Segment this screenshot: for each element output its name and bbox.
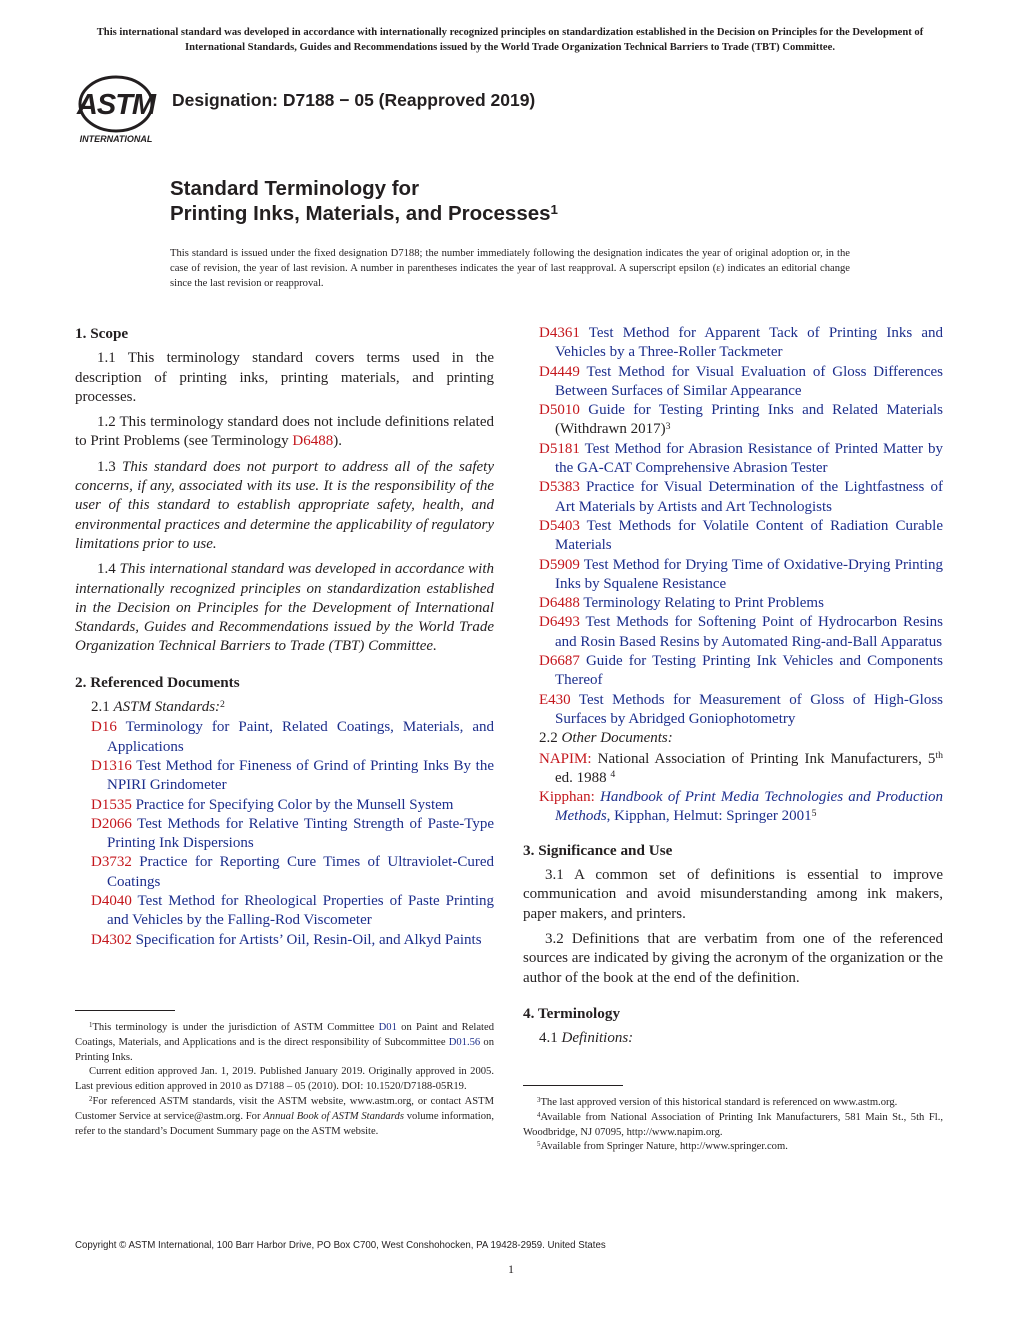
- ref-code-link[interactable]: E430: [539, 691, 571, 708]
- astm-logo-graphic: [70, 74, 162, 146]
- ref-code-link[interactable]: D4361: [539, 325, 580, 341]
- reference-item: [523, 440, 943, 479]
- reference-item: [75, 931, 494, 950]
- ref-title-link[interactable]: Guide for Testing Printing Ink Vehicles and Components Thereof: [555, 653, 943, 689]
- ref-code-link[interactable]: D6493: [539, 614, 580, 631]
- paragraph-1-4: 1.4 This international standard was developed in accordance with internationally recognized principles on standardization established in the Decision on Principles for the Development of International Standards, Guides and Recommendations issued by the World Trade Organization Technical Barriers to Trade (TBT) Committee.: [75, 561, 494, 655]
- section-heading-scope: 1. Scope: [75, 325, 129, 342]
- ref-code-link[interactable]: D1316: [91, 757, 132, 774]
- ref-link-napim[interactable]: NAPIM:: [539, 750, 592, 767]
- issued-note: This standard is issued under the fixed designation D7188; the number immediately following the designation indicates the year of original adoption or, in the case of revision, the year of last revision. A number in parentheses indicates the year of last reapproval. A superscript epsilon (ε) indicates an editorial change since the last revision or reapproval.: [170, 248, 850, 289]
- reference-list-right: [523, 324, 943, 729]
- left-column: [75, 324, 494, 950]
- section-heading-referenced: 2. Referenced Documents: [75, 673, 240, 691]
- reference-item: [75, 757, 494, 796]
- ref-extra: (Withdrawn 2017): [555, 421, 666, 438]
- reference-item: [75, 796, 494, 815]
- paragraph-3-2: 3.2 Definitions that are verbatim from one of the referenced sources are indicated by giving the acronym of the organization or the author of the book at the end of the definition.: [523, 930, 943, 986]
- paragraph-3-1: 3.1 A common set of definitions is essential to improve communication and avoid misunderstanding among ink makers, paper makers, and printers.: [523, 867, 943, 922]
- reference-item: [75, 892, 494, 931]
- ref-title-link[interactable]: Test Method for Fineness of Grind of Printing Inks By the NPIRI Grindometer: [107, 757, 495, 794]
- ref-title-link[interactable]: Terminology for Paint, Related Coatings, Materials, and Applications: [107, 719, 494, 755]
- right-column: [523, 324, 943, 1049]
- ref-link-d6488[interactable]: D6488: [292, 433, 334, 450]
- ref-title-link[interactable]: Practice for Specifying Color by the Munsell System: [135, 796, 454, 813]
- logo-text: ASTM: [76, 89, 156, 121]
- reference-item: [75, 815, 494, 854]
- astm-standards-label: 2.1 ASTM Standards:$^2$: [91, 698, 225, 716]
- footnote-divider-left: [75, 1010, 175, 1011]
- ref-title-link[interactable]: Practice for Reporting Cure Times of Ultraviolet-Cured Coatings: [107, 854, 494, 890]
- paragraph-1-1: 1.1 This terminology standard covers terms used in the description of printing inks, printing materials, and printing processes.: [75, 350, 494, 405]
- reference-napim: NAPIM: National Association of Printing Ink Manufacturers, 5th ed. 1988 $^4$: [539, 750, 944, 786]
- footnote-divider-right: [523, 1085, 623, 1086]
- ref-code-link[interactable]: D4302: [91, 931, 132, 948]
- ref-code-link[interactable]: D16: [91, 719, 117, 736]
- reference-item: [523, 691, 943, 730]
- page-title: [170, 176, 558, 226]
- ref-title-link[interactable]: Guide for Testing Printing Inks and Related Materials: [588, 402, 943, 419]
- designation: Designation: D7188 − 05 (Reapproved 2019): [172, 90, 536, 110]
- ref-title-link[interactable]: Terminology Relating to Print Problems: [583, 595, 824, 612]
- astm-logo: [70, 74, 162, 146]
- ref-title-link[interactable]: Test Method for Abrasion Resistance of Printed Matter by the GA-CAT Comprehensive Abrasion Tester: [555, 440, 944, 477]
- ref-code-link[interactable]: D6488: [539, 595, 580, 612]
- reference-item: [523, 594, 943, 613]
- ref-title-link[interactable]: Test Methods for Volatile Content of Radiation Curable Materials: [555, 517, 943, 554]
- definitions-label: 4.1 Definitions:: [539, 1030, 634, 1047]
- other-documents-label: 2.2 Other Documents:: [539, 730, 673, 747]
- reference-item: [75, 853, 494, 892]
- ref-code-link[interactable]: D3732: [91, 854, 132, 871]
- page-number: 1: [508, 1262, 514, 1276]
- footnote-1-edition: Current edition approved Jan. 1, 2019. Published January 2019. Originally approved in 2005. Last previous edition approved in 2010 as D7188 – 05 (2010). DOI: 10.1520/D7188-05R19.: [75, 1066, 494, 1093]
- footnote-5: $^5$Available from Springer Nature, http://www.springer.com.: [537, 1141, 788, 1153]
- ref-title-link[interactable]: Test Method for Visual Evaluation of Gloss Differences Between Surfaces of Similar Appearance: [555, 363, 943, 399]
- ref-title-link[interactable]: Test Methods for Softening Point of Hydrocarbon Resins and Rosin Based Resins by Automated Ring-and-Ball Apparatus: [555, 614, 943, 650]
- reference-item: [523, 478, 943, 517]
- ref-title-link[interactable]: Practice for Visual Determination of the Lightfastness of Art Materials by Artists and Art Technologists: [555, 479, 944, 515]
- paragraph-1-3: 1.3 This standard does not purport to address all of the safety concerns, if any, associated with its use. It is the responsibility of the user of this standard to establish appropriate safety, health, and environmental practices and determine the applicability of regulatory limitations prior to use.: [75, 458, 495, 552]
- reference-item: [523, 517, 943, 556]
- reference-item: [523, 401, 943, 440]
- title-line-2: Printing Inks, Materials, and Processes$^1$: [170, 202, 558, 225]
- reference-kipphan: Kipphan: Handbook of Print Media Technologies and Production Methods, Kipphan, Helmut: Springer 2001$^5$: [539, 789, 943, 825]
- title-footnote-mark: 1: [550, 202, 558, 218]
- reference-item: [523, 652, 943, 691]
- reference-item: [75, 718, 494, 757]
- footnote-3: $^3$The last approved version of this historical standard is referenced on www.astm.org.: [537, 1096, 898, 1108]
- ref-code-link[interactable]: D5403: [539, 517, 580, 534]
- ref-code-link[interactable]: D6687: [539, 653, 580, 670]
- ref-title-link[interactable]: Test Methods for Measurement of Gloss of High-Gloss Surfaces by Abridged Goniophotometry: [555, 691, 943, 727]
- ref-code-link[interactable]: D5181: [539, 440, 580, 457]
- copyright: Copyright © ASTM International, 100 Barr Harbor Drive, PO Box C700, West Conshohocken, PA 19428-2959. United States: [75, 1240, 606, 1251]
- ref-title-link[interactable]: Test Method for Rheological Properties of Paste Printing and Vehicles by the Falling-Rod Viscometer: [107, 893, 495, 929]
- reference-list-left: [75, 718, 494, 950]
- footnote-2: $^2$For referenced ASTM standards, visit the ASTM website, www.astm.org, or contact ASTM Customer Service at service@astm.org. For Annual Book of ASTM Standards volume information, refer to the standard’s Document Summary page on the ASTM website.: [75, 1095, 494, 1137]
- reference-item: [523, 363, 943, 402]
- footnote-4: $^4$Available from National Association of Printing Ink Manufacturers, 581 Main St., 5th Fl., Woodbridge, NJ 07095, http://www.napim.org.: [523, 1111, 943, 1138]
- ref-code-link[interactable]: D5383: [539, 479, 580, 496]
- ref-code-link[interactable]: D4040: [91, 893, 132, 910]
- logo-subtext: INTERNATIONAL: [79, 134, 153, 144]
- ref-link-kipphan[interactable]: Kipphan:: [539, 789, 595, 806]
- footnotes-right: [523, 1096, 943, 1155]
- ref-title-link[interactable]: Test Methods for Relative Tinting Strength of Paste-Type Printing Ink Dispersions: [107, 815, 495, 852]
- footnote-1: $^1$This terminology is under the jurisdiction of ASTM Committee D01 on Paint and Related Coatings, Materials, and Applications and is the direct responsibility of Subcommittee D01.56 on Printing Inks.: [75, 1021, 494, 1063]
- section-heading-significance: 3. Significance and Use: [523, 841, 673, 859]
- ref-code-link[interactable]: D2066: [91, 815, 132, 832]
- ref-title-link[interactable]: Test Method for Drying Time of Oxidative-Drying Printing Inks by Squalene Resistance: [555, 556, 943, 592]
- footnote-link-d01-56[interactable]: D01.56: [448, 1036, 481, 1048]
- ref-code-link[interactable]: D1535: [91, 796, 132, 813]
- footnote-link-d01[interactable]: D01: [378, 1022, 397, 1033]
- top-note: This international standard was developed in accordance with internationally recognized principles on standardization established in the Decision on Principles for the Development of International Standards, Guides and Recommendations issued by the World Trade Organization Technical Barriers to Trade (TBT) Committee.: [96, 27, 924, 53]
- reference-item: [523, 324, 943, 363]
- paragraph-1-2: 1.2 This terminology standard does not include definitions related to Print Problems (see Terminology D6488).: [75, 414, 494, 450]
- title-line-1: Standard Terminology for: [170, 177, 420, 200]
- ref-code-link[interactable]: D5010: [539, 402, 580, 419]
- ref-footnote-mark: 3: [665, 421, 671, 433]
- ref-code-link[interactable]: D5909: [539, 556, 580, 573]
- reference-item: [523, 613, 943, 652]
- ref-title-link[interactable]: Specification for Artists’ Oil, Resin-Oil, and Alkyd Paints: [135, 931, 482, 948]
- ref-code-link[interactable]: D4449: [539, 363, 580, 380]
- reference-item: [523, 556, 943, 595]
- ref-title-link[interactable]: Test Method for Apparent Tack of Printing Inks and Vehicles by a Three-Roller Tackmeter: [555, 325, 943, 361]
- section-heading-terminology: 4. Terminology: [523, 1004, 621, 1022]
- footnotes-left: [75, 1021, 494, 1139]
